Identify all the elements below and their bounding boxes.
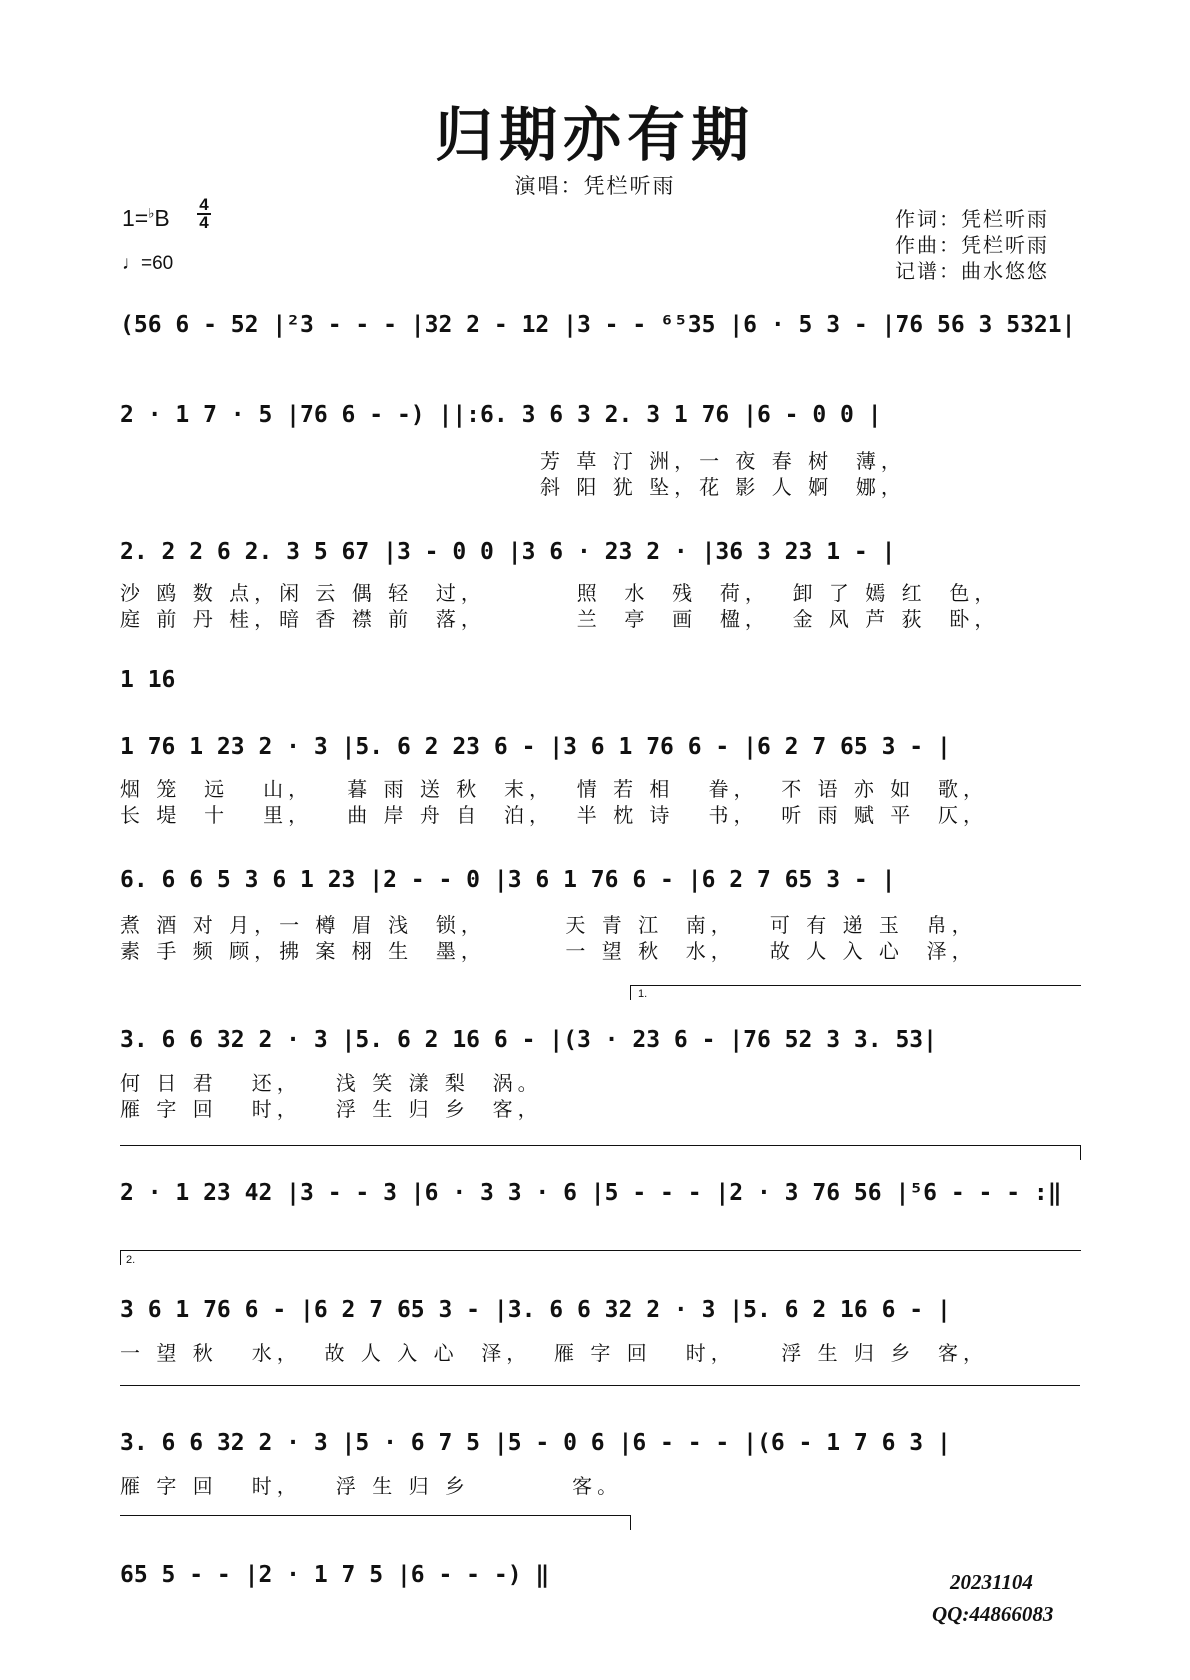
date-stamp: 20231104	[950, 1570, 1033, 1594]
lyrics-row-5-verse-2: 长 堤 十 里， 曲 岸 舟 自 泊， 半 枕 诗 书， 听 雨 赋 平 仄，	[120, 803, 989, 827]
composer-credit: 作曲：凭栏听雨	[895, 235, 1049, 257]
score-row-2: 2 · 1 7 · 5 |76 6 - -) ||:6. 3 6 3 2. 3 1 76 |6 - 0 0 |	[120, 402, 882, 428]
score-row-3: 2. 2 2 6 2. 3 5 67 |3 - 0 0 |3 6 · 23 2 · |36 3 23 1 - |	[120, 539, 896, 565]
time-signature-bottom: 4	[199, 213, 209, 232]
singer-credit: 演唱：凭栏听雨	[514, 175, 676, 198]
second-ending-line	[120, 1385, 1080, 1386]
key-note: B	[154, 205, 170, 231]
key-prefix: 1=	[122, 205, 149, 231]
lyricist-credit: 作词：凭栏听雨	[895, 209, 1049, 231]
lyrics-row-5-verse-1: 烟 笼 远 山， 暮 雨 送 秋 末， 情 若 相 眷， 不 语 亦 如 歌，	[120, 777, 989, 801]
second-ending-bracket	[120, 1250, 1081, 1265]
lyrics-row-3-verse-1: 沙 鸥 数 点，闲 云 偶 轻 过， 照 水 残 荷， 卸 了 嫣 红 色，	[120, 581, 1000, 605]
key-signature	[122, 205, 170, 232]
lyrics-row-2-verse-1: 芳 草 汀 洲，一 夜 春 树 薄，	[540, 449, 906, 473]
notation-credit: 记谱：曲水悠悠	[895, 261, 1049, 283]
second-ending-number: 2.	[126, 1254, 136, 1266]
lyrics-row-6-verse-1: 煮 酒 对 月，一 樽 眉 浅 锁， 天 青 江 南， 可 有 递 玉 帛，	[120, 913, 977, 937]
lyrics-row-9: 一 望 秋 水， 故 人 入 心 泽， 雁 字 回 时， 浮 生 归 乡 客，	[120, 1341, 989, 1365]
score-row-9: 3 6 1 76 6 - |6 2 7 65 3 - |3. 6 6 32 2 · 3 |5. 6 2 16 6 - |	[120, 1297, 951, 1323]
score-row-5: 1 76 1 23 2 · 3 |5. 6 2 23 6 - |3 6 1 76 6 - |6 2 7 65 3 - |	[120, 734, 951, 760]
coda-bracket	[120, 1515, 631, 1530]
lyrics-row-10: 雁 字 回 时， 浮 生 归 乡 客。	[120, 1474, 623, 1498]
lyrics-row-6-verse-2: 素 手 频 顾，拂 案 栩 生 墨， 一 望 秋 水， 故 人 入 心 泽，	[120, 939, 977, 963]
lyrics-row-2-verse-2: 斜 阳 犹 坠，花 影 人 婀 娜，	[540, 475, 906, 499]
tempo-marking: ♩=60	[122, 253, 174, 274]
score-row-6: 6. 6 6 5 3 6 1 23 |2 - - 0 |3 6 1 76 6 - |6 2 7 65 3 - |	[120, 867, 896, 893]
first-ending-number: 1.	[638, 988, 648, 1000]
score-row-7: 3. 6 6 32 2 · 3 |5. 6 2 16 6 - |(3 · 23 6 - |76 52 3 3. 53|	[120, 1027, 937, 1053]
first-ending-bracket	[630, 985, 1081, 1000]
flat-symbol: ♭	[148, 205, 155, 221]
qq-contact: QQ:44866083	[932, 1602, 1054, 1626]
score-row-1: (56 6 - 52 |²3 - - - |32 2 - 12 |3 - - ⁶⁵35 |6 · 5 3 - |76 56 3 5321|	[120, 312, 1076, 338]
score-row-8: 2 · 1 23 42 |3 - - 3 |6 · 3 3 · 6 |5 - - - |2 · 3 76 56 |⁵6 - - - :‖	[120, 1180, 1062, 1206]
page-title: 归期亦有期	[434, 101, 755, 169]
time-signature	[197, 197, 211, 231]
score-row-10: 3. 6 6 32 2 · 3 |5 · 6 7 5 |5 - 0 6 |6 - - - |(6 - 1 7 6 3 |	[120, 1430, 951, 1456]
time-signature-top: 4	[199, 195, 209, 214]
score-row-4-ornament: 1 16	[120, 667, 176, 693]
first-ending-continuation	[120, 1145, 1081, 1160]
lyrics-row-7-verse-2: 雁 字 回 时， 浮 生 归 乡 客，	[120, 1097, 543, 1121]
score-row-11: 65 5 - - |2 · 1 7 5 |6 - - -) ‖	[120, 1562, 550, 1588]
lyrics-row-7-verse-1: 何 日 君 还， 浅 笑 漾 梨 涡。	[120, 1071, 543, 1095]
lyrics-row-3-verse-2: 庭 前 丹 桂，暗 香 襟 前 落， 兰 亭 画 楹， 金 风 芦 荻 卧，	[120, 607, 1000, 631]
